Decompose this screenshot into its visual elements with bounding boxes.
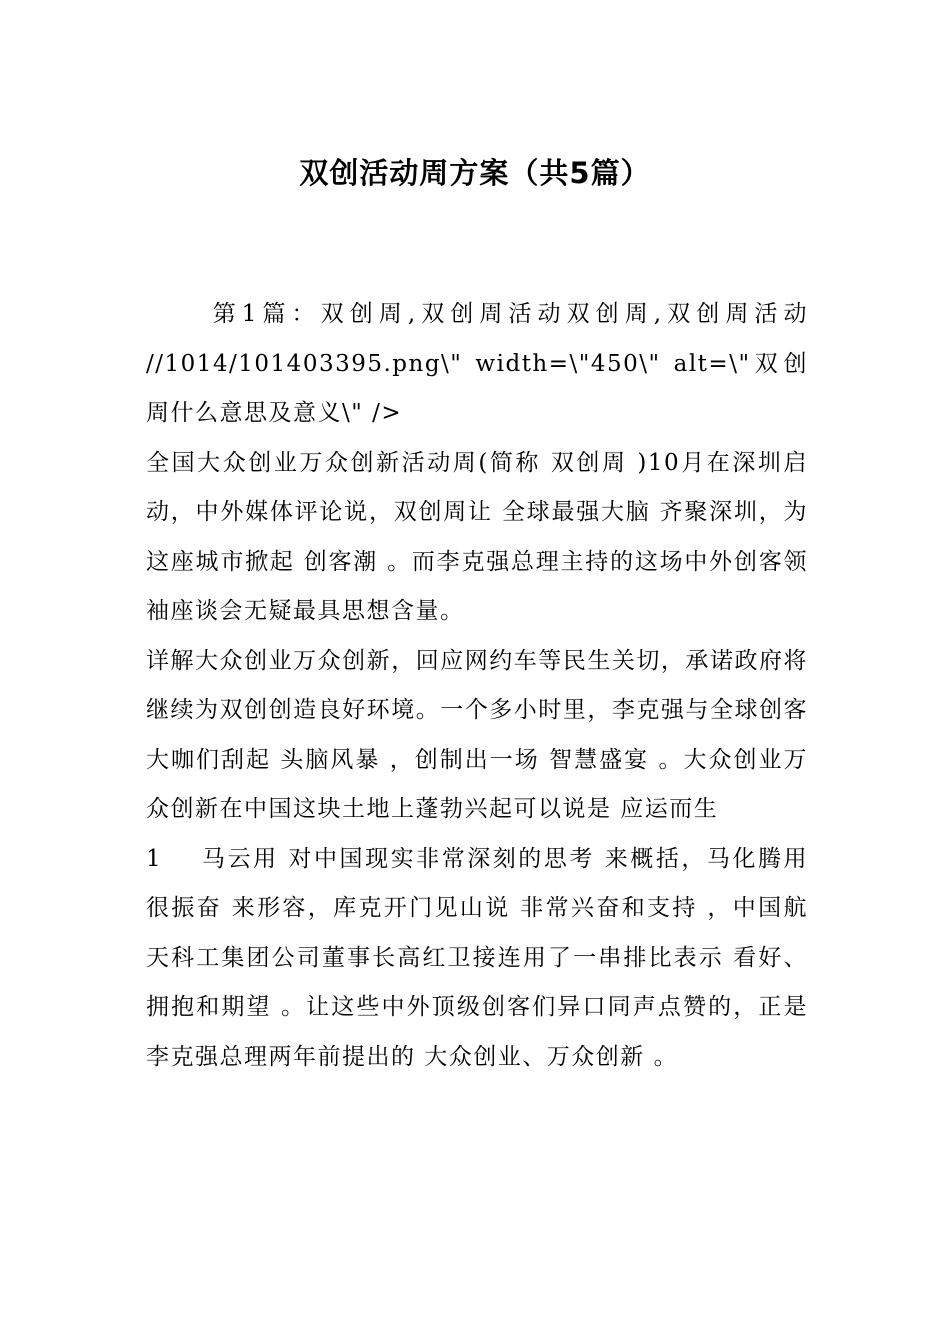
list-item bbox=[146, 835, 808, 1083]
list-item-text: 马云用 对中国现实非常深刻的思考 来概括，马化腾用 很振奋 来形容，库克开门见山说 非常兴奋和支持 ，中国航天科工集团公司董事长高红卫接连用了一串排比表示 看好、拥抱和期望 。让这些中外顶级创客们异口同声点赞的，正是李克强总理两年前提出的 大众创业、万众创新 。 bbox=[146, 845, 808, 1070]
document-body bbox=[146, 290, 808, 1082]
document-title: 双创活动周方案（共5篇） bbox=[299, 156, 651, 190]
paragraph-3: 详解大众创业万众创新，回应网约车等民生关切，承诺政府将继续为双创创造良好环境。一个多小时里，李克强与全球创客大咖们刮起 头脑风暴 ，创制出一场 智慧盛宴 。大众创业万众创新在中国这块土地上蓬勃兴起可以说是 应运而生 bbox=[146, 647, 808, 822]
paragraph-2: 全国大众创业万众创新活动周(简称 双创周 )10月在深圳启动，中外媒体评论说，双创周让 全球最强大脑 齐聚深圳，为这座城市掀起 创客潮 。而李克强总理主持的这场中外创客领袖座谈会无疑最具思想含量。 bbox=[146, 449, 808, 624]
paragraph-1: 第1篇：双创周,双创周活动双创周,双创周活动 //1014/101403395.png\" width=\"450\" alt=\"双创周什么意思及意义\" /> bbox=[146, 301, 808, 426]
list-item-number: 1 bbox=[146, 845, 163, 872]
